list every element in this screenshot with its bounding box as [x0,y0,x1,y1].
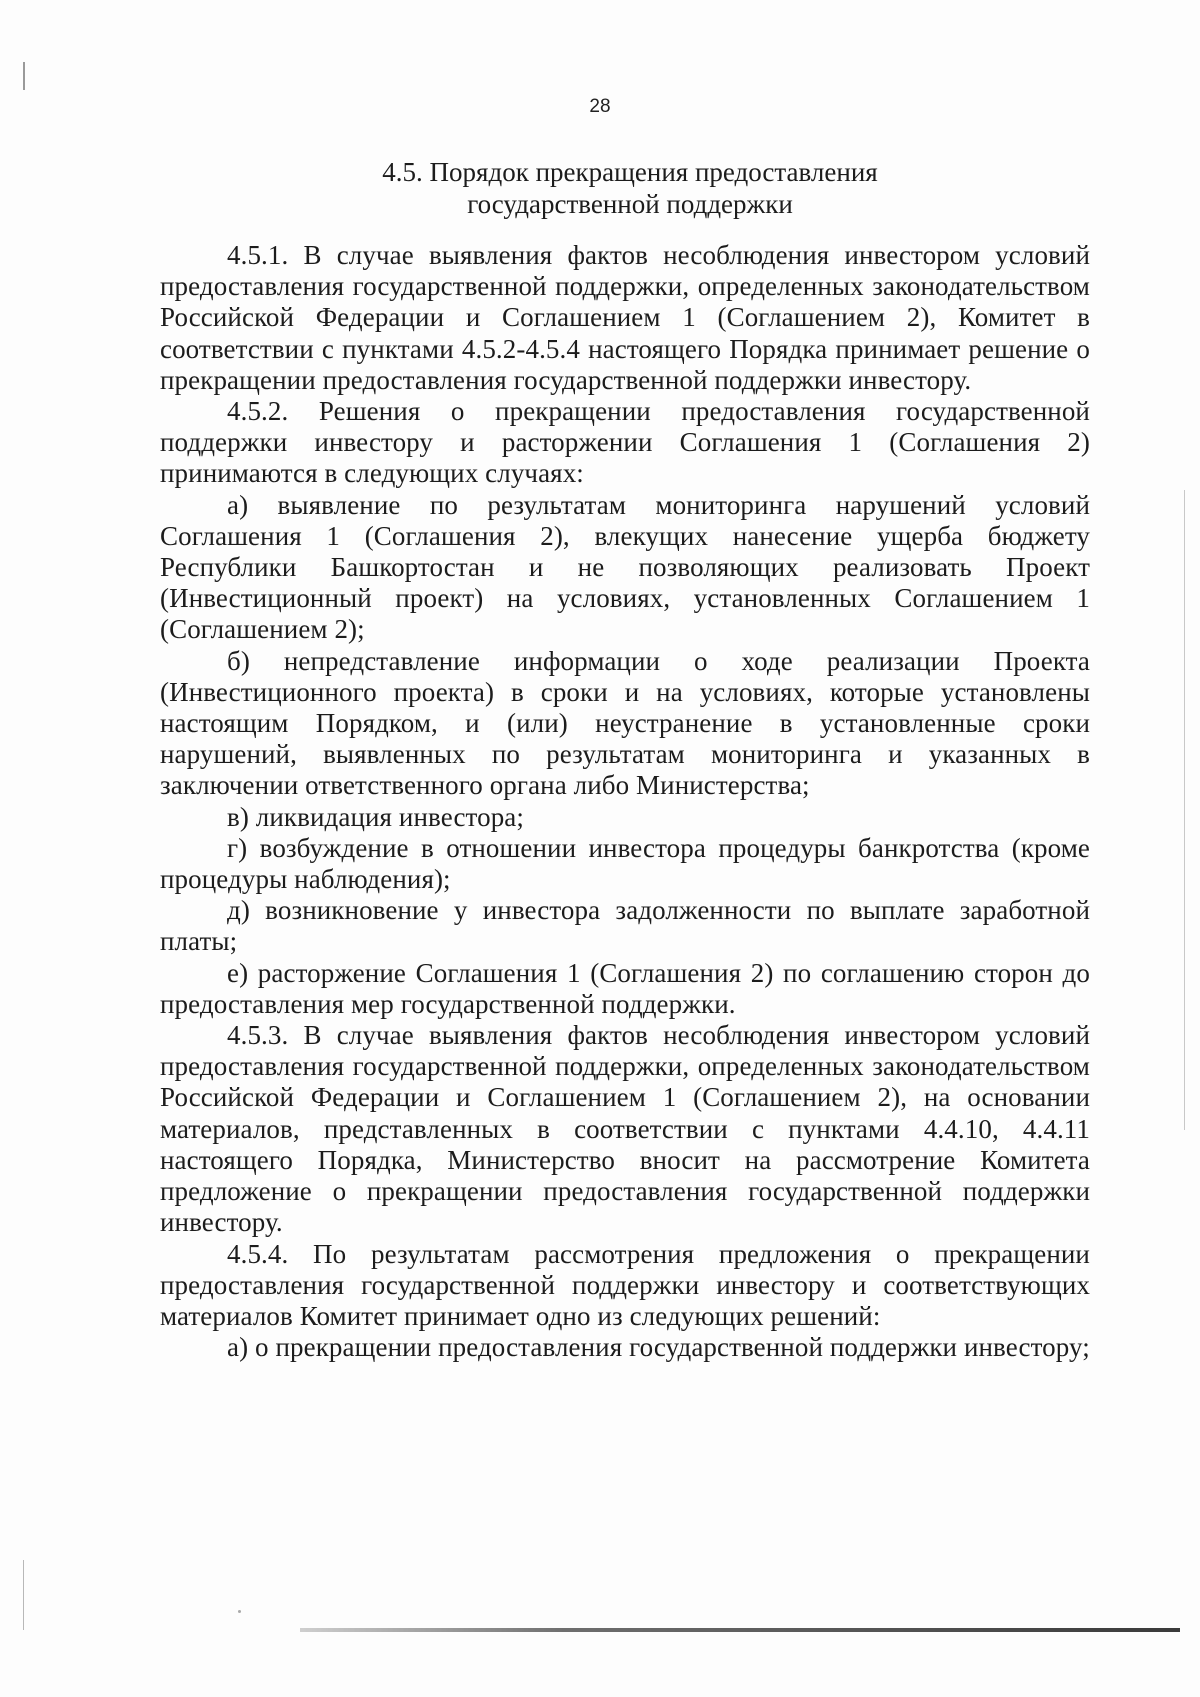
paragraph-4-5-3: 4.5.3. В случае выявления фактов несоблюдения инвестором условий предоставления государственной поддержки, определенных законодательством Российской Федерации и Соглашением 1 (Соглашением 2), на основании материалов, представленных в соответствии с пунктами 4.4.10, 4.4.11 настоящего Порядка, Министерство вносит на рассмотрение Комитета предложение о прекращении предоставления государственной поддержки инвестору. [160,1020,1090,1238]
section-heading-line-2: государственной поддержки [467,189,793,219]
section-heading-line-1: 4.5. Порядок прекращения предоставления [382,157,878,187]
list-item-e: е) расторжение Соглашения 1 (Соглашения 2) по соглашению сторон до предоставления мер государственной поддержки. [160,957,1090,1019]
scan-artifact-dot [238,1610,241,1613]
decision-item-a: а) о прекращении предоставления государственной поддержки инвестору; [227,1332,1090,1363]
section-heading [170,156,1090,220]
page-number: 28 [589,96,611,117]
scan-artifact-line [23,1560,24,1630]
list-item-a: а) выявление по результатам мониторинга нарушений условий Соглашения 1 (Соглашения 2), влекущих нанесение ущерба бюджету Республики Башкортостан и не позволяющих реализовать Проект (Инвестиционный проект) на условиях, установленных Соглашением 1 (Соглашением 2); [160,489,1090,645]
list-item-b: б) непредставление информации о ходе реализации Проекта (Инвестиционного проекта) в сроки и на условиях, которые установлены настоящим Порядком, и (или) неустранение в установленные сроки нарушений, выявленных по результатам мониторинга и указанных в заключении ответственного органа либо Министерства; [160,645,1090,801]
scan-artifact-edge [1184,490,1185,1130]
body-text [160,240,1090,1363]
list-item-d: д) возникновение у инвестора задолженности по выплате заработной платы; [160,895,1090,957]
list-item-g: г) возбуждение в отношении инвестора процедуры банкротства (кроме процедуры наблюдения); [160,832,1090,895]
paragraph-4-5-2: 4.5.2. Решения о прекращении предоставления государственной поддержки инвестору и расторжении Соглашения 1 (Соглашения 2) принимаются в следующих случаях: [160,396,1090,489]
scan-artifact-bottom-bar [300,1628,1180,1632]
paragraph-4-5-4: 4.5.4. По результатам рассмотрения предложения о прекращении предоставления государственной поддержки инвестору и соответствующих материалов Комитет принимает одно из следующих решений: [160,1238,1090,1331]
paragraph-4-5-1: 4.5.1. В случае выявления фактов несоблюдения инвестором условий предоставления государственной поддержки, определенных законодательством Российской Федерации и Соглашением 1 (Соглашением 2), Комитет в соответствии с пунктами 4.5.2-4.5.4 настоящего Порядка принимает решение о прекращении предоставления государственной поддержки инвестору. [160,240,1090,395]
scan-artifact-line [23,62,25,90]
list-item-v: в) ликвидация инвестора; [227,801,524,832]
